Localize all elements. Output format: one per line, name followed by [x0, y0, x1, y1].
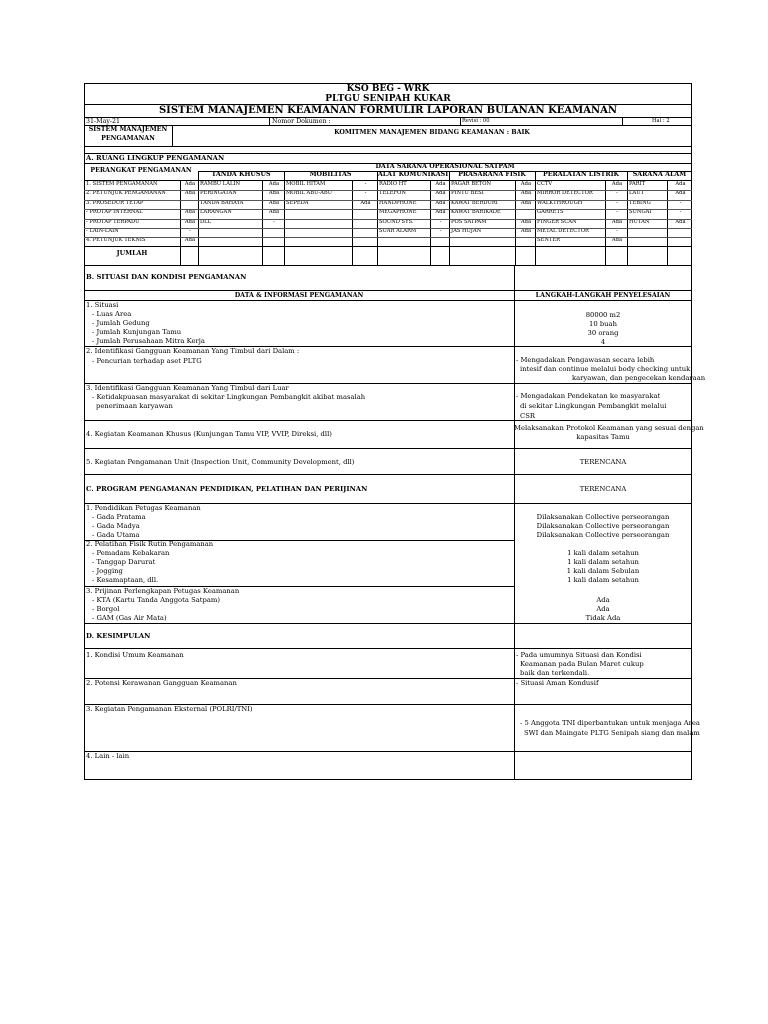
eksternal-2: SWI dan Maingate PLTG Senipah siang dan malam: [524, 729, 700, 737]
sarana-cell: TELEFON: [379, 190, 406, 197]
luas-area-value: 80000 m2: [585, 311, 621, 319]
sarana-cell: - LAIN-LAIN: [86, 228, 119, 234]
sarana-cell: Ada: [268, 199, 280, 206]
sarana-cell: Ada: [184, 190, 196, 197]
page-number: Hal : 2: [652, 118, 670, 124]
penerimaan-label: penerimaan karyawan: [96, 402, 173, 410]
sarana-cell: 4. PETUNJUK TEKNIS: [86, 237, 146, 244]
gada-pratama-value: Dilaksanakan Collective perseorangan: [536, 513, 670, 521]
data-informasi-header: DATA & INFORMASI PENGAMANAN: [234, 292, 364, 299]
sarana-cell: HUTAN: [629, 218, 650, 225]
sarana-cell: Ada: [184, 209, 196, 216]
section-a-title: A. RUANG LINGKUP PENGAMANAN: [86, 154, 225, 162]
sarana-cell: METAL DETECTOR: [537, 228, 589, 234]
gada-utama-value: Dilaksanakan Collective perseorangan: [536, 531, 670, 539]
sistem-label: SISTEM MANAJEMEN: [88, 126, 168, 133]
langkah-dalam-1: - Mengadakan Pengawasan secara lebih: [516, 356, 655, 364]
langkah-dalam-2: intesif dan continue melalui body checking untuk: [520, 365, 691, 373]
jumlah-gedung-value: 10 buah: [589, 320, 617, 328]
sarana-cell: SENTER: [537, 237, 561, 244]
tanggap-darurat-label: - Tanggap Darurat: [92, 558, 156, 566]
sarana-cell: RADIO HT: [379, 181, 407, 187]
sarana-cell: Ada: [184, 181, 196, 187]
sarana-cell: Ada: [520, 218, 532, 225]
sarana-cell: LARANGAN: [200, 209, 232, 216]
langkah-luar-1: - Mengadakan Pendekatan ke masyarakat: [516, 392, 661, 400]
sarana-cell: Ada: [520, 228, 532, 234]
sarana-cell: Ada: [435, 190, 446, 197]
sarana-cell: MOBIL ABU-ABU: [286, 190, 333, 197]
gam-value: Tidak Ada: [585, 614, 621, 622]
sarana-cell: -: [616, 199, 618, 206]
jumlah-gedung-label: - Jumlah Gedung: [92, 319, 150, 327]
sarana-cell: Ada: [611, 218, 623, 225]
mitra-kerja-value: 4: [600, 338, 606, 346]
sarana-cell: - PROTAP INTERNAL: [86, 209, 143, 216]
sarana-cell: MEGAPHONE: [379, 209, 417, 216]
kunjungan-tamu-label: - Jumlah Kunjungan Tamu: [92, 328, 182, 336]
pengamanan-label: PENGAMANAN: [101, 135, 155, 142]
luas-area-label: - Luas Area: [92, 310, 132, 318]
sarana-cell: Ada: [611, 237, 623, 244]
section-c-status: TERENCANA: [579, 485, 627, 493]
col-sarana-alam: SARANA ALAM: [632, 171, 687, 178]
sarana-cell: Ada: [184, 237, 196, 244]
sarana-cell: RAMBU LALIN: [200, 181, 241, 187]
eksternal-1: - 5 Anggota TNI diperbantukan untuk menjaga Area: [520, 719, 700, 727]
sarana-cell: -: [273, 218, 275, 225]
tanggap-darurat-value: 1 kali dalam setahun: [567, 558, 639, 566]
gam-label: - GAM (Gas Air Mata): [92, 614, 167, 622]
document-number: Nomor Dokumen :: [272, 118, 331, 125]
col-peralatan-listrik: PERALATAN LISTRIK: [542, 171, 620, 178]
sarana-cell: -: [679, 209, 682, 216]
borgol-label: - Borgol: [92, 605, 120, 613]
protokol-1: Melaksanakan Protokol Keamanan yang sesuai dengan: [514, 424, 704, 432]
sarana-cell: SEPEDA: [286, 199, 309, 206]
sarana-cell: FINGER SCAN: [537, 218, 577, 225]
sarana-cell: Ada: [435, 181, 446, 187]
kunjungan-tamu-value: 30 orang: [587, 329, 619, 337]
sarana-cell: Ada: [520, 181, 532, 187]
pelatihan-label: 2. Pelatihan Fisik Rutin Pengamanan: [86, 540, 214, 548]
sarana-cell: MOBIL HITAM: [286, 181, 326, 187]
sarana-cell: Ada: [675, 190, 686, 197]
sarana-cell: HANDPHONE: [379, 199, 417, 206]
sarana-cell: 2. PETUNJUK PENGAMANAN: [86, 190, 166, 197]
data-sarana-header: DATA SARANA OPERASIONAL SATPAM: [375, 163, 515, 170]
langkah-dalam-3: karyawan, dan pengecekan kendaraan: [572, 374, 706, 382]
sarana-cell: -: [439, 228, 442, 234]
col-prasarana-fisik: PRASARANA FISIK: [458, 171, 526, 178]
jumlah-label: JUMLAH: [116, 250, 148, 257]
sarana-cell: GARRETS: [537, 209, 564, 216]
sarana-cell: 1. SISTEM PENGAMANAN: [86, 181, 158, 187]
sarana-cell: TANDA BAHAYA: [200, 199, 244, 206]
kegiatan-unit-status: TERENCANA: [579, 458, 627, 466]
sarana-cell: Ada: [675, 181, 686, 187]
jogging-label: - Jogging: [92, 567, 123, 575]
perijinan-label: 3. Prijinan Perlengkapan Petugas Keamanan: [86, 587, 240, 595]
potensi-label: 2. Potensi Kerawanan Gangguan Keamanan: [86, 679, 237, 687]
section-c-title: C. PROGRAM PENGAMANAN PENDIDIKAN, PELATIHAN DAN PERIJINAN: [86, 485, 368, 493]
ketidakpuasan-label: - Ketidakpuasan masyarakat di sekitar Lingkungan Pembangkit akibat masalah: [92, 393, 366, 401]
section-d-title: D. KESIMPULAN: [86, 632, 151, 640]
sarana-cell: 3. PROSEDUR TETAP: [86, 199, 144, 206]
kegiatan-unit-label: 5. Kegiatan Pengamanan Unit (Inspection Unit, Community Development, dll): [86, 458, 355, 466]
sarana-cell: -: [616, 190, 618, 197]
pendidikan-label: 1. Pendidikan Petugas Keamanan: [86, 504, 201, 512]
sarana-cell: -: [679, 199, 682, 206]
sarana-cell: -: [439, 218, 442, 225]
sarana-cell: Ada: [520, 190, 532, 197]
gada-madya-label: - Gada Madya: [92, 522, 140, 530]
borgol-value: Ada: [596, 605, 610, 613]
sarana-cell: KAWAT BARIKADE: [451, 209, 501, 216]
sarana-cell: -: [364, 181, 367, 187]
kondisi-umum-3: baik dan terkendali.: [520, 669, 590, 677]
sarana-cell: PAGAR BETON: [451, 181, 492, 187]
sarana-cell: -: [364, 190, 367, 197]
col-tanda-khusus: TANDA KHUSUS: [211, 171, 271, 178]
sarana-cell: DLL: [200, 218, 212, 225]
sarana-cell: Ada: [435, 199, 446, 206]
lain-lain-label: 4. Lain - lain: [86, 752, 130, 760]
situasi-label: 1. Situasi: [86, 301, 119, 309]
sarana-cell: PINTU BESI: [451, 190, 484, 197]
pencurian-label: - Pencurian terhadap aset PLTG: [92, 357, 202, 365]
sarana-cell: Ada: [268, 209, 280, 216]
report-date: 31-May-21: [86, 118, 121, 125]
kegiatan-khusus-label: 4. Kegiatan Keamanan Khusus (Kunjungan Tamu VIP, VVIP, Direksi, dll): [86, 430, 332, 438]
sarana-cell: MIRROR DETECTOR: [537, 190, 593, 197]
sarana-cell: PERINGATAN: [200, 190, 237, 197]
org-title: KSO BEG - WRK: [346, 84, 430, 94]
gada-pratama-label: - Gada Pratama: [92, 513, 146, 521]
site-title: PLTGU SENIPAH KUKAR: [325, 94, 451, 104]
sarana-cell: LAUT: [629, 190, 645, 197]
sarana-cell: Ada: [435, 209, 446, 216]
langkah-header: LANGKAH-LANGKAH PENYELESAIAN: [535, 292, 671, 299]
sarana-cell: Ada: [268, 181, 280, 187]
kondisi-umum-label: 1. Kondisi Umum Keamanan: [86, 651, 184, 659]
sarana-cell: - PROTAP TERPADU: [86, 218, 140, 225]
langkah-luar-3: CSR: [520, 412, 535, 420]
sarana-cell: -: [616, 228, 618, 234]
sarana-cell: Ada: [675, 218, 686, 225]
pemadam-value: 1 kali dalam setahun: [567, 549, 639, 557]
sarana-cell: POS SATPAM: [451, 218, 487, 225]
gangguan-dalam-label: 2. Identifikasi Gangguan Keamanan Yang Timbul dari Dalam :: [86, 347, 300, 355]
sarana-cell: WALKTHROUGH: [537, 199, 583, 206]
gada-utama-label: - Gada Utama: [92, 531, 140, 539]
kondisi-umum-2: Keamanan pada Bulan Maret cukup: [520, 660, 644, 668]
sarana-cell: JAS HUJAN: [451, 228, 482, 234]
kta-label: - KTA (Kartu Tanda Anggota Satpam): [92, 596, 221, 604]
sarana-cell: Ada: [520, 199, 532, 206]
sarana-cell: Ada: [611, 181, 623, 187]
revision: Revisi : 00: [462, 118, 490, 124]
gangguan-luar-label: 3. Identifikasi Gangguan Keamanan Yang Timbul dari Luar: [86, 384, 289, 392]
sarana-cell: SUNGAI: [629, 209, 652, 216]
sarana-cell: -: [616, 209, 618, 216]
sarana-cell: TEBING: [629, 199, 651, 206]
col-alat-komunikasi: ALAT KOMUNIKASI: [377, 171, 449, 178]
mitra-kerja-label: - Jumlah Perusahaan Mitra Kerja: [92, 337, 205, 345]
langkah-luar-2: di sekitar Lingkungan Pembangkit melalui: [520, 402, 667, 410]
sarana-cell: CCTV: [537, 181, 553, 187]
kesamaptaan-label: - Kesamaptaan, dll.: [92, 576, 159, 584]
eksternal-label: 3. Kegiatan Pengamanan Eksternal (POLRI/TNI): [86, 705, 253, 713]
sarana-cell: -: [189, 228, 191, 234]
sarana-cell: Ada: [360, 199, 371, 206]
perangkat-header: PERANGKAT PENGAMANAN: [90, 167, 192, 174]
protokol-2: kapasitas Tamu: [576, 433, 630, 441]
gada-madya-value: Dilaksanakan Collective perseorangan: [536, 522, 670, 530]
sarana-cell: Ada: [268, 190, 280, 197]
komitmen: KOMITMEN MANAJEMEN BIDANG KEAMANAN : BAIK: [334, 129, 530, 136]
sarana-cell: Ada: [184, 218, 196, 225]
sarana-cell: KAWAT BERDURI: [451, 199, 498, 206]
sarana-cell: SOUND SYS.: [379, 218, 414, 225]
jogging-value: 1 kali dalam Sebulan: [566, 567, 640, 575]
kesamaptaan-value: 1 kali dalam setahun: [567, 576, 639, 584]
kondisi-umum-1: - Pada umumnya Situasi dan Kondisi: [516, 651, 642, 659]
form-title: SISTEM MANAJEMEN KEAMANAN FORMULIR LAPORAN BULANAN KEAMANAN: [158, 105, 618, 116]
sarana-cell: SUAR ALARM: [379, 228, 417, 234]
section-b-title: B. SITUASI DAN KONDISI PENGAMANAN: [86, 273, 247, 281]
col-mobilitas: MOBILITAS: [309, 171, 352, 178]
sarana-cell: PARIT: [629, 181, 646, 187]
pemadam-label: - Pemadam Kebakaran: [92, 549, 170, 557]
kta-value: Ada: [596, 596, 610, 604]
potensi-value: - Situasi Aman Kondusif: [516, 679, 599, 687]
